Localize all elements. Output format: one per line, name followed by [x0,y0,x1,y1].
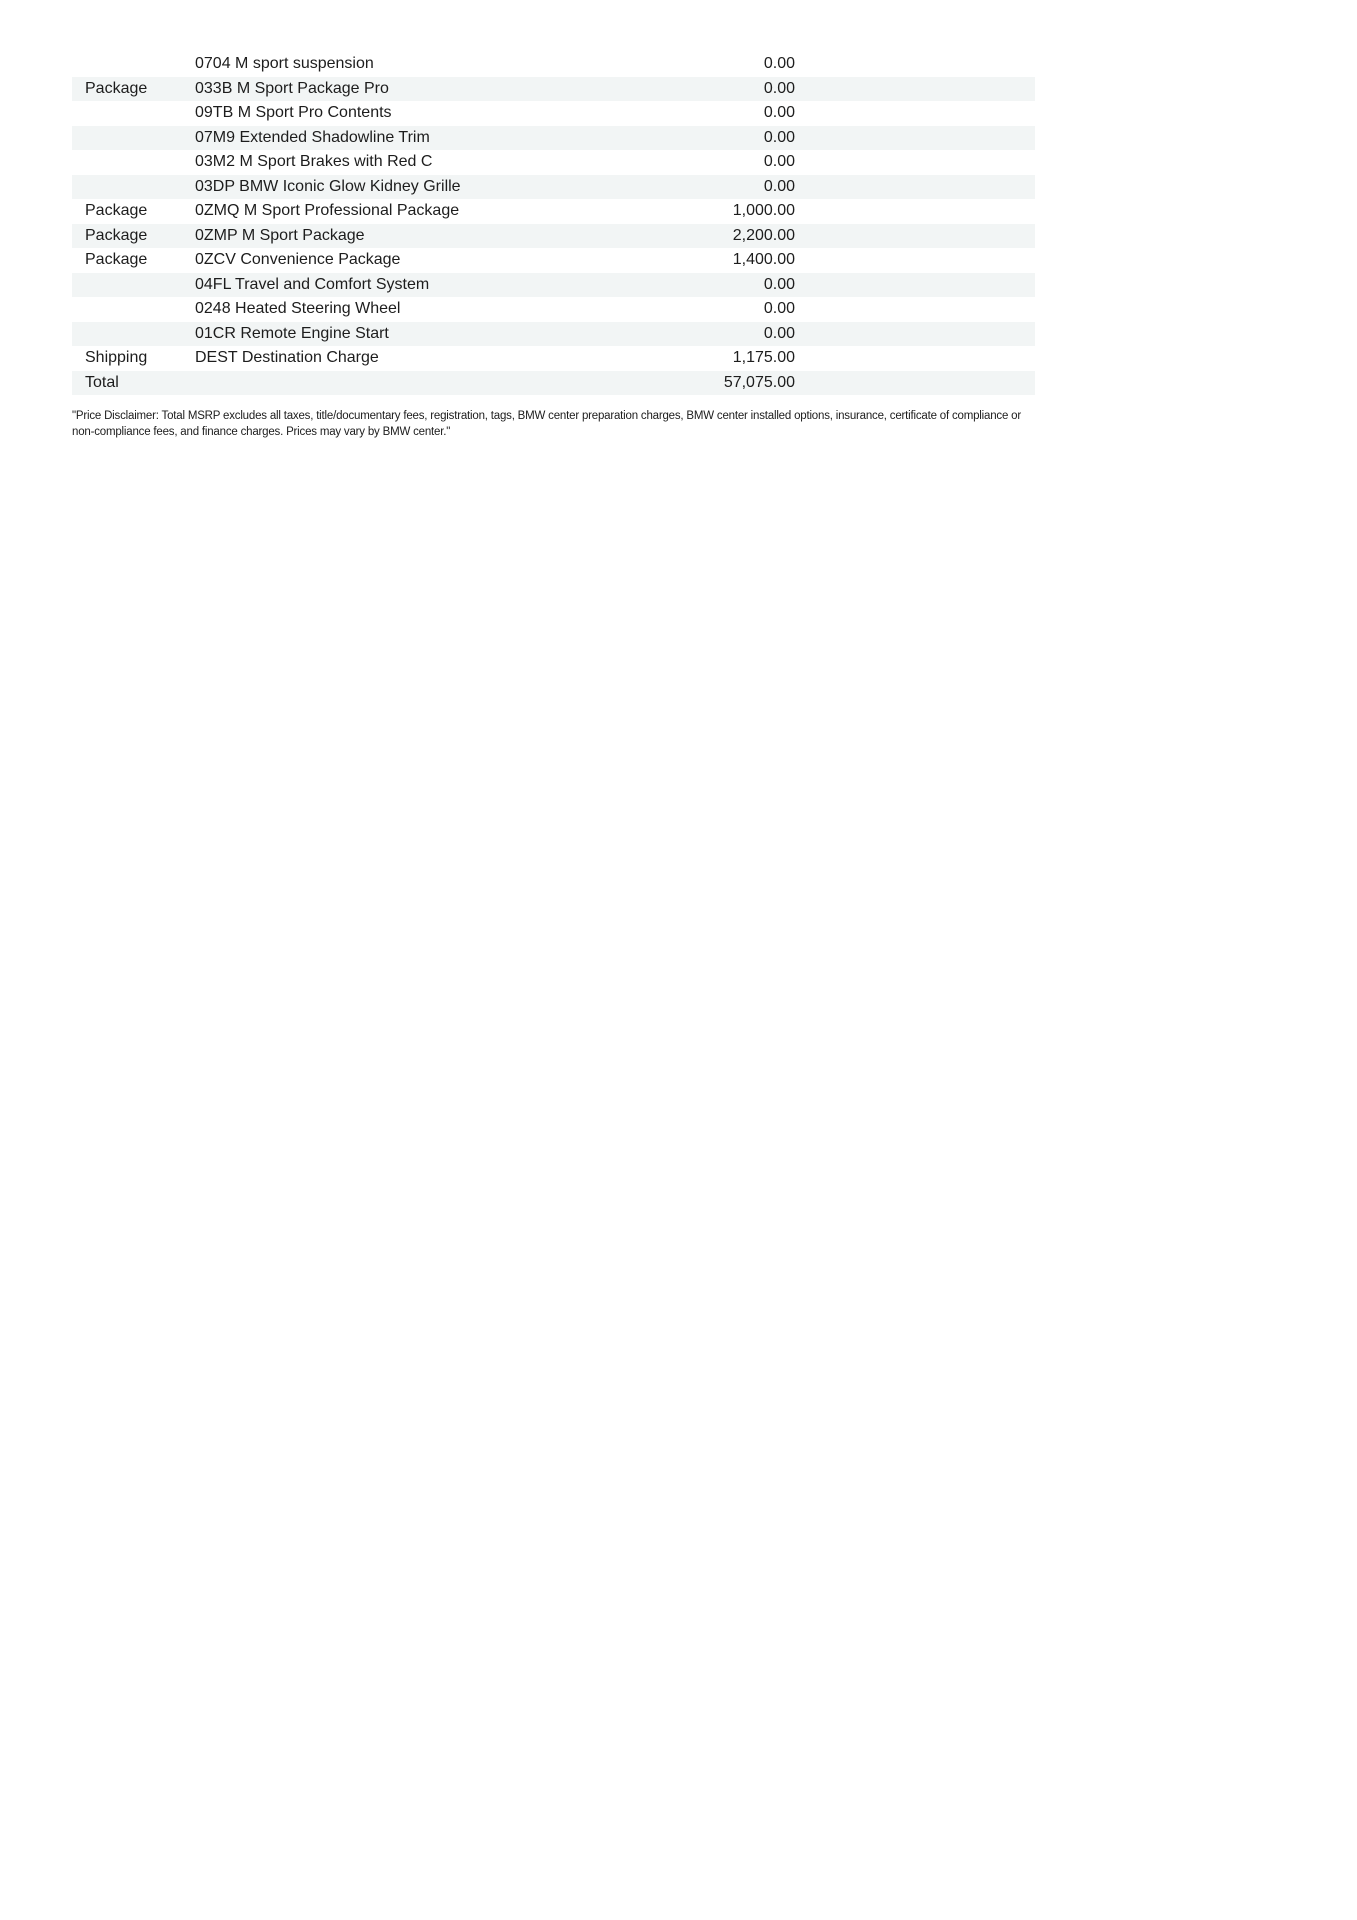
table-row [72,224,1035,249]
table-row [72,273,1035,298]
row-price: 1,000.00 [732,202,795,219]
table-row [72,150,1035,175]
row-price: 0.00 [763,55,795,72]
row-category: Package [85,202,148,219]
row-price: 1,400.00 [732,251,795,268]
row-price: 0.00 [763,177,795,195]
row-description: 03M2 M Sport Brakes with Red C [195,153,433,170]
row-category: Total [85,373,119,391]
row-price: 0.00 [763,324,795,342]
row-price: 0.00 [763,79,795,97]
table-row [72,371,1035,396]
row-price: 0.00 [763,300,795,317]
row-description: 01CR Remote Engine Start [195,324,389,342]
row-category: Package [85,226,148,244]
table-row [72,101,1035,126]
row-price: 0.00 [763,275,795,293]
row-description: 0ZMP M Sport Package [195,226,365,244]
row-description: 0ZCV Convenience Package [195,251,401,268]
row-price: 0.00 [763,104,795,121]
row-description: 0ZMQ M Sport Professional Package [195,202,460,219]
table-row [72,199,1035,224]
table-row [72,126,1035,151]
row-price: 2,200.00 [732,226,795,244]
row-description: 03DP BMW Iconic Glow Kidney Grille [195,177,461,195]
table-row [72,175,1035,200]
row-description: DEST Destination Charge [195,349,379,366]
row-description: 033B M Sport Package Pro [195,79,389,97]
row-description: 04FL Travel and Comfort System [195,275,430,293]
row-category: Shipping [85,349,148,366]
row-price: 0.00 [763,153,795,170]
row-description: 07M9 Extended Shadowline Trim [195,128,430,146]
row-price: 1,175.00 [732,349,795,366]
table-row [72,346,1035,371]
row-category: Package [85,251,148,268]
row-description: 09TB M Sport Pro Contents [195,104,392,121]
table-row [72,297,1035,322]
options-price-table [72,52,1035,395]
table-row [72,52,1035,77]
row-category: Package [85,79,148,97]
table-row [72,322,1035,347]
price-disclaimer: "Price Disclaimer: Total MSRP excludes all taxes, title/documentary fees, registration, tags, BMW center preparation charges, BMW center installed options, insurance, certificate of compliance or non-compliance fees, and finance charges. Prices may vary by BMW center." [72,410,1021,438]
row-description: 0248 Heated Steering Wheel [195,300,401,317]
table-row [72,77,1035,102]
row-price: 0.00 [763,128,795,146]
row-price: 57,075.00 [723,373,795,391]
row-description: 0704 M sport suspension [195,55,374,72]
table-row [72,248,1035,273]
